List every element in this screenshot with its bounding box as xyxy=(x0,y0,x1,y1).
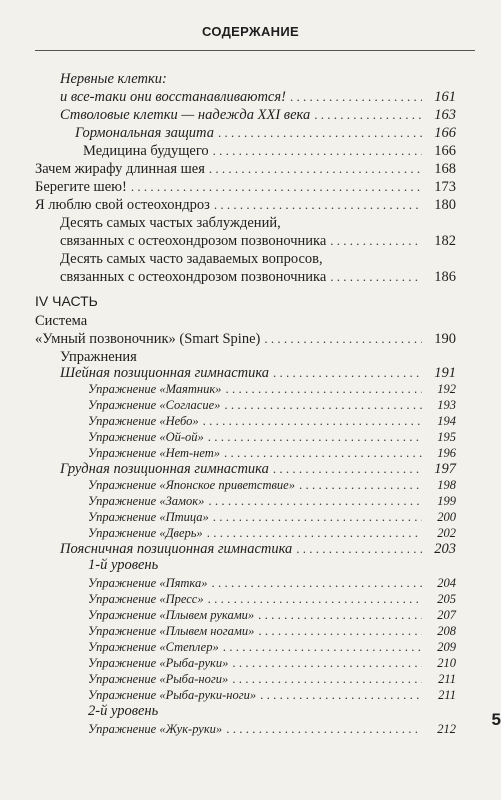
toc-entry-page: 161 xyxy=(434,89,456,105)
toc-entry-page: 196 xyxy=(437,446,456,460)
toc-entry xyxy=(0,178,501,196)
toc-entry xyxy=(0,232,501,250)
toc-entry-title: 1-й уровень xyxy=(88,557,159,573)
toc-entry-title: Упражнение «Небо» xyxy=(88,414,199,428)
toc-leader-dots xyxy=(330,268,422,286)
toc-entry-title: Упражнение «Рыба-ноги» xyxy=(88,672,229,686)
toc-entry-page: 203 xyxy=(434,541,456,557)
toc-leader-dots xyxy=(226,720,422,738)
toc-entry-page: 163 xyxy=(434,107,456,123)
toc-entry-title: Упражнение «Нет-нет» xyxy=(88,446,221,460)
toc-entry-page: 190 xyxy=(434,331,456,347)
toc-entry xyxy=(0,70,501,88)
toc-entry-page: 180 xyxy=(434,197,456,213)
toc-entry xyxy=(0,124,501,142)
toc-entry xyxy=(0,268,501,286)
toc-leader-dots xyxy=(218,124,422,142)
toc-entry-page: 166 xyxy=(434,125,456,141)
toc-entry-title: Упражнение «Японское приветствие» xyxy=(88,478,295,492)
toc-entry-title: и все-таки они восстанавливаются! xyxy=(60,89,286,105)
toc-leader-dots xyxy=(131,178,422,196)
toc-entry-page: 204 xyxy=(437,576,456,590)
toc-entry-page: 193 xyxy=(437,398,456,412)
toc-entry-title: Упражнение «Рыба-руки-ноги» xyxy=(88,688,257,702)
toc-entry-title: Упражнение «Замок» xyxy=(88,494,205,508)
toc-entry-title: Упражнение «Жук-руки» xyxy=(88,722,223,736)
toc-entry xyxy=(0,214,501,232)
toc-entry-title: Упражнение «Дверь» xyxy=(88,526,203,540)
toc-entry-title: связанных с остеохондрозом позвоночника xyxy=(60,269,327,285)
toc-entry-page: 199 xyxy=(437,494,456,508)
toc-entry-page: 195 xyxy=(437,430,456,444)
toc-entry-page: 182 xyxy=(434,233,456,249)
toc-entry xyxy=(0,556,501,574)
toc-entry-title: Упражнение «Ой-ой» xyxy=(88,430,204,444)
toc-entry-page: 186 xyxy=(434,269,456,285)
toc-entry-title: связанных с остеохондрозом позвоночника xyxy=(60,233,327,249)
toc-entry-title: IV ЧАСТЬ xyxy=(35,293,98,309)
toc-entry xyxy=(0,330,501,348)
toc-entry-page: 207 xyxy=(437,608,456,622)
toc-entry-page: 168 xyxy=(434,161,456,177)
toc-entry-title: Упражнение «Пресс» xyxy=(88,592,204,606)
toc-entry-page: 192 xyxy=(437,382,456,396)
toc-entry xyxy=(0,142,501,160)
toc-entry-title: «Умный позвоночник» (Smart Spine) xyxy=(35,331,261,347)
toc-entry-page: 208 xyxy=(437,624,456,638)
toc-leader-dots xyxy=(314,106,422,124)
toc-leader-dots xyxy=(264,330,422,348)
toc-entry-title: Упражнение «Плывем ногами» xyxy=(88,624,255,638)
toc-entry-page: 202 xyxy=(437,526,456,540)
toc-entry-page: 210 xyxy=(437,656,456,670)
toc-entry-title: Десять самых частых заблуждений, xyxy=(60,215,281,231)
toc-entry-title: Поясничная позиционная гимнастика xyxy=(60,541,293,557)
toc-entry-title: Грудная позиционная гимнастика xyxy=(60,461,269,477)
toc-leader-dots xyxy=(213,142,422,160)
toc-entry-title: Стволовые клетки — надежда XXI века xyxy=(60,107,311,123)
toc-entry-title: Упражнение «Плывем руками» xyxy=(88,608,255,622)
toc-entry-title: Упражнение «Согласие» xyxy=(88,398,221,412)
toc-entry-page: 200 xyxy=(437,510,456,524)
toc-entry-page: 205 xyxy=(437,592,456,606)
toc-entry xyxy=(0,250,501,268)
toc-entry xyxy=(0,196,501,214)
toc-entry-title: Гормональная защита xyxy=(75,125,214,141)
toc-entry xyxy=(0,160,501,178)
toc-entry-page: 173 xyxy=(434,179,456,195)
toc-leader-dots xyxy=(330,232,422,250)
page-title: СОДЕРЖАНИЕ xyxy=(202,24,299,39)
toc-entry-title: Упражнение «Степлер» xyxy=(88,640,219,654)
side-page-number: 5 xyxy=(491,710,501,729)
toc-leader-dots xyxy=(290,88,422,106)
toc-entry-title: Я люблю свой остеохондроз xyxy=(35,197,210,213)
toc-entry-page: 212 xyxy=(437,722,456,736)
toc-entry-title: Зачем жирафу длинная шея xyxy=(35,161,205,177)
toc-leader-dots xyxy=(214,196,422,214)
toc-entry-title: Упражнения xyxy=(60,349,137,365)
toc-entry-page: 209 xyxy=(437,640,456,654)
toc-entry-title: Нервные клетки: xyxy=(60,71,167,87)
toc-entry-title: Упражнение «Птица» xyxy=(88,510,209,524)
toc-entry-page: 198 xyxy=(437,478,456,492)
toc-entry xyxy=(0,702,501,720)
toc-entry xyxy=(0,292,501,310)
toc-entry-title: Упражнение «Рыба-руки» xyxy=(88,656,229,670)
toc-leader-dots xyxy=(209,160,422,178)
toc-entry xyxy=(0,720,501,738)
toc-entry xyxy=(0,88,501,106)
toc-entry-page: 191 xyxy=(434,365,456,381)
toc-entry-page: 211 xyxy=(438,688,456,702)
toc-entry-page: 166 xyxy=(434,143,456,159)
toc-entry-page: 197 xyxy=(434,461,456,477)
toc-entry-page: 211 xyxy=(438,672,456,686)
toc-entry-title: Упражнение «Маятник» xyxy=(88,382,222,396)
toc-entry xyxy=(0,106,501,124)
toc-entry-title: Берегите шею! xyxy=(35,179,127,195)
toc-entry xyxy=(0,312,501,330)
toc-entry-title: Шейная позиционная гимнастика xyxy=(60,365,270,381)
toc-entry-title: Медицина будущего xyxy=(83,143,209,159)
toc-entry-title: Десять самых часто задаваемых вопросов, xyxy=(60,251,323,267)
toc-entry-title: 2-й уровень xyxy=(88,703,159,719)
toc-entry-title: Упражнение «Пятка» xyxy=(88,576,208,590)
header-rule xyxy=(35,50,475,51)
toc-entry-title: Система xyxy=(35,313,88,329)
toc-entry-page: 194 xyxy=(437,414,456,428)
